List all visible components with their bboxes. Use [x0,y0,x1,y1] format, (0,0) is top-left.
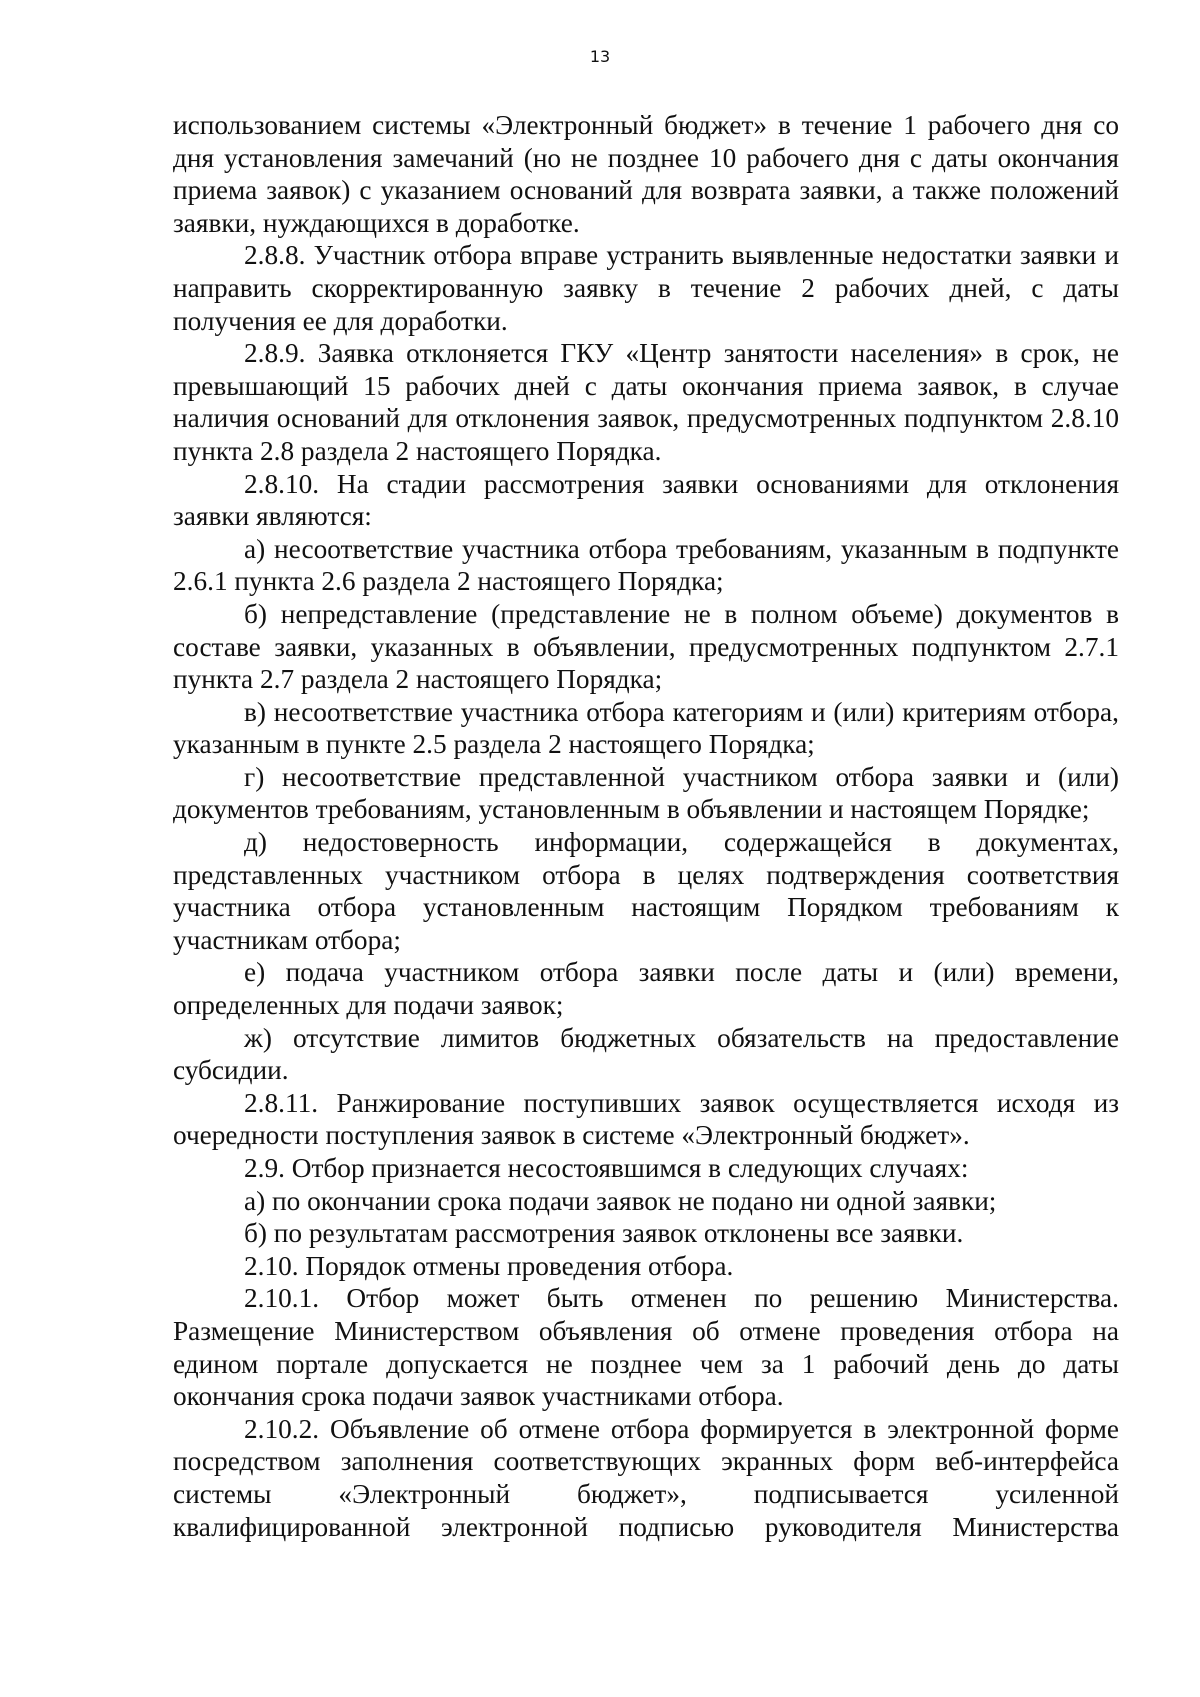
paragraph-2-9: 2.9. Отбор признается несостоявшимся в следующих случаях: [244,1153,969,1183]
paragraph-2-10-2: 2.10.2. Объявление об отмене отбора формируется в электронной форме посредством заполнения соответствующих экранных форм веб-интерфейса системы «Электронный бюджет», подписывается усиленной квалифицированной электронной подписью руководителя Министерства [173,1413,1119,1542]
list-item-b: б) непредставление (представление не в полном объеме) документов в составе заявки, указанных в объявлении, предусмотренных подпунктом 2.7.1 пункта 2.7 раздела 2 настоящего Порядка; [173,598,1119,695]
page-number: 13 [589,47,611,66]
list-item-g: г) несоответствие представленной участником отбора заявки и (или) документов требованиям, установленным в объявлении и настоящем Порядке; [173,761,1119,825]
paragraph-2-8-10: 2.8.10. На стадии рассмотрения заявки основаниями для отклонения заявки являются: [173,468,1119,532]
paragraph-2-10-1: 2.10.1. Отбор может быть отменен по решению Министерства. Размещение Министерством объявления об отмене проведения отбора на едином портале допускается не позднее чем за 1 рабочий день до даты окончания срока подачи заявок участниками отбора. [173,1283,1119,1412]
paragraph-2-8-11: 2.8.11. Ранжирование поступивших заявок осуществляется исходя из очередности поступления заявок в системе «Электронный бюджет». [173,1087,1119,1151]
list-item-a: а) несоответствие участника отбора требованиям, указанным в подпункте 2.6.1 пункта 2.6 раздела 2 настоящего Порядка; [173,533,1119,597]
paragraph-2-8-9: 2.8.9. Заявка отклоняется ГКУ «Центр занятости населения» в срок, не превышающий 15 рабочих дней с даты окончания приема заявок, в случае наличия оснований для отклонения заявок, предусмотренных подпунктом 2.8.10 пункта 2.8 раздела 2 настоящего Порядка. [173,338,1119,466]
list-item-e: е) подача участником отбора заявки после даты и (или) времени, определенных для подачи заявок; [173,957,1119,1021]
paragraph-2-10: 2.10. Порядок отмены проведения отбора. [244,1250,734,1281]
document-body [173,109,1119,1543]
list-item-v: в) несоответствие участника отбора категориям и (или) критериям отбора, указанным в пункте 2.5 раздела 2 настоящего Порядка; [173,696,1119,760]
paragraph-continuation: использованием системы «Электронный бюджет» в течение 1 рабочего дня со дня установления замечаний (но не позднее 10 рабочего дня с даты окончания приема заявок) с указанием оснований для возврата заявки, а также положений заявки, нуждающихся в доработке. [173,110,1119,238]
list-item-2-9-a: а) по окончании срока подачи заявок не подано ни одной заявки; [244,1185,997,1216]
list-item-zh: ж) отсутствие лимитов бюджетных обязательств на предоставление субсидии. [173,1022,1119,1086]
list-item-2-9-b: б) по результатам рассмотрения заявок отклонены все заявки. [244,1218,964,1249]
paragraph-2-8-8: 2.8.8. Участник отбора вправе устранить выявленные недостатки заявки и направить скорректированную заявку в течение 2 рабочих дней, с даты получения ее для доработки. [173,240,1119,336]
list-item-d: д) недостоверность информации, содержащейся в документах, представленных участником отбора в целях подтверждения соответствия участника отбора установленным настоящим Порядком требованиям к участникам отбора; [173,827,1119,955]
